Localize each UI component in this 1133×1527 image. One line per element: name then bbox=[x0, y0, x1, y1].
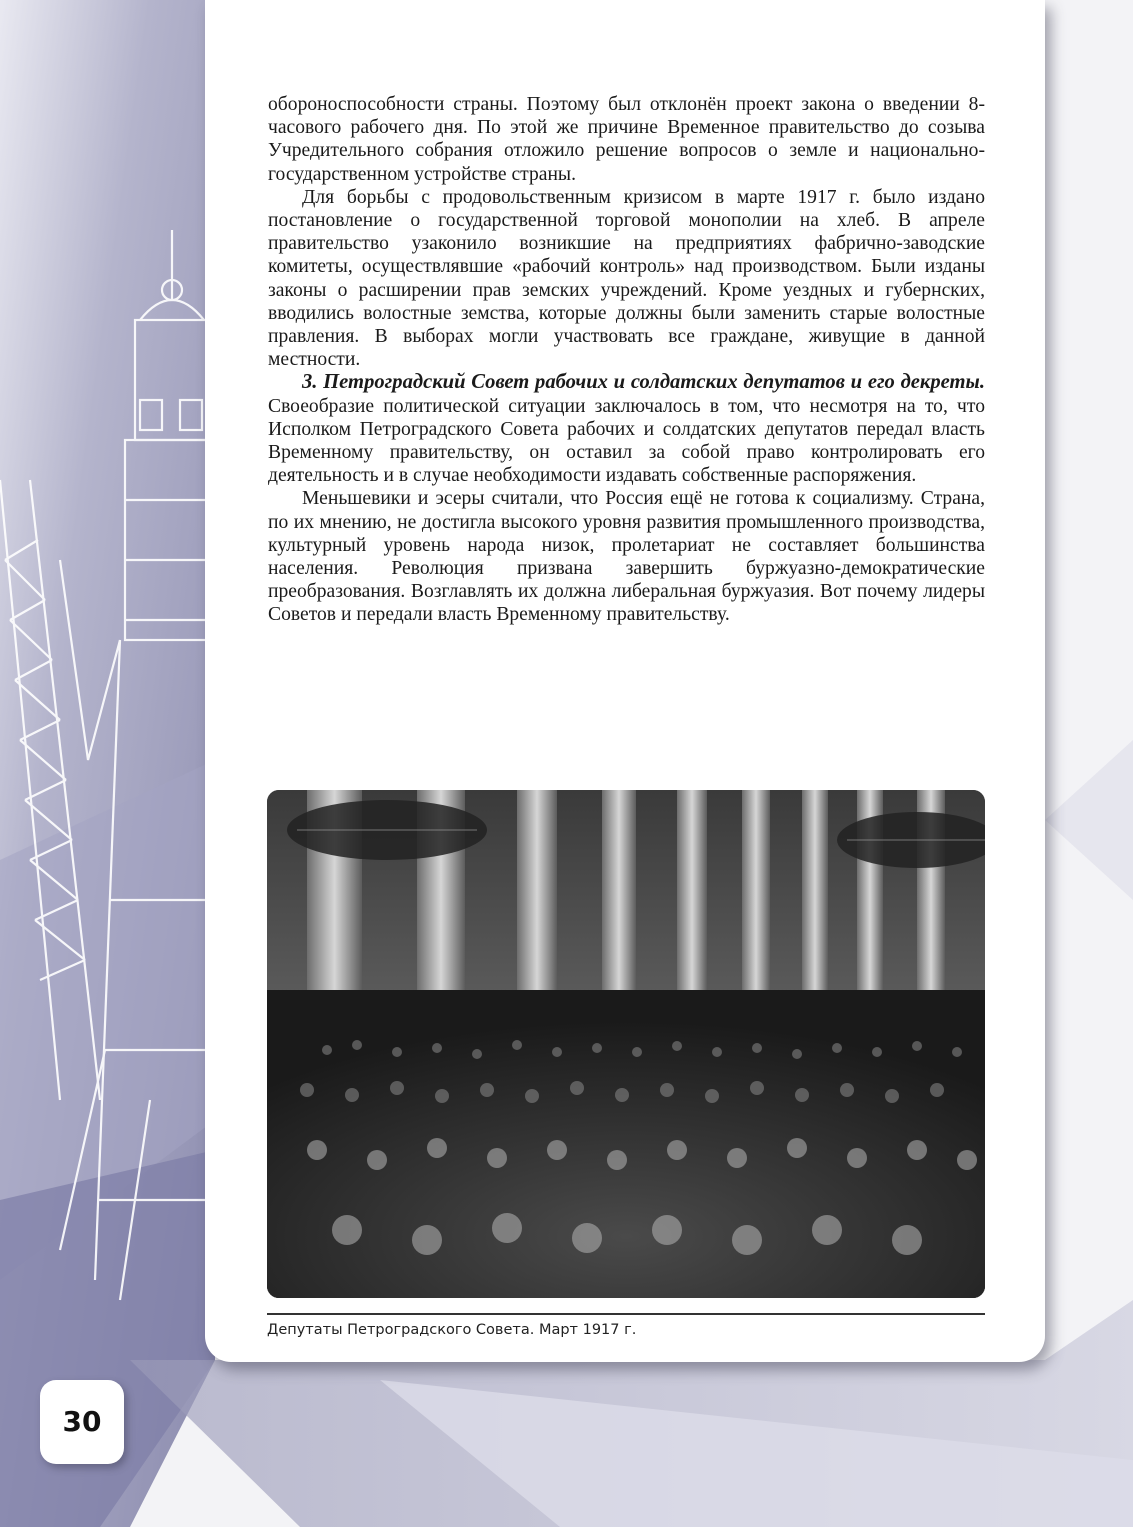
paragraph-3 bbox=[268, 371, 985, 487]
paragraph-1: обороноспособности страны. Поэтому был отклонён проект закона о введении 8-часового рабочего дня. По этой же причине Временное правительство до созыва Учредительного собрания отложило решение вопросов о земле и национально-государственном устройстве страны. bbox=[268, 94, 985, 185]
photo-caption: Депутаты Петроградского Совета. Март 1917 г. bbox=[267, 1322, 637, 1338]
historical-photo bbox=[267, 790, 985, 1298]
main-text bbox=[268, 93, 985, 627]
page-number: 30 bbox=[62, 1405, 102, 1438]
caption-divider bbox=[267, 1313, 985, 1315]
paragraph-3-body: Своеобразие политической ситуации заключалось в том, что несмотря на то, что Исполком Петроградского Совета рабочих и солдатских депутатов передал власть Временному правительству, он оставил за собой право контролировать его деятельность и в случае необходимости издавать собственные распоряжения. bbox=[268, 395, 985, 487]
section-heading: 3. Петроградский Совет рабочих и солдатских депутатов и его декреты. bbox=[302, 371, 985, 394]
page-number-badge bbox=[40, 1380, 124, 1464]
paragraph-4: Меньшевики и эсеры считали, что Россия ещё не готова к социализму. Страна, по их мнению, не достигла высокого уровня развития промышленного производства, культурный уровень народа низок, пролетариат не составляет большинства населения. Революция призвана завершить буржуазно-демократические преобразования. Возглавлять их должна либеральная буржуазия. Вот почему лидеры Советов и передали власть Временному правительству. bbox=[268, 488, 985, 626]
paragraph-2: Для борьбы с продовольственным кризисом в марте 1917 г. было издано постановление о государственной торговой монополии на хлеб. В апреле правительство узаконило возникшие на предприятиях фабрично-заводские комитеты, осуществлявшие «рабочий контроль» над производством. Были изданы законы о расширении прав земских учреждений. Кроме уездных и губернских, вводились волостные земства, которые должны были заменить старые волостные правления. В выборах могли участвовать все граждане, живущие в данной местности. bbox=[268, 186, 985, 371]
